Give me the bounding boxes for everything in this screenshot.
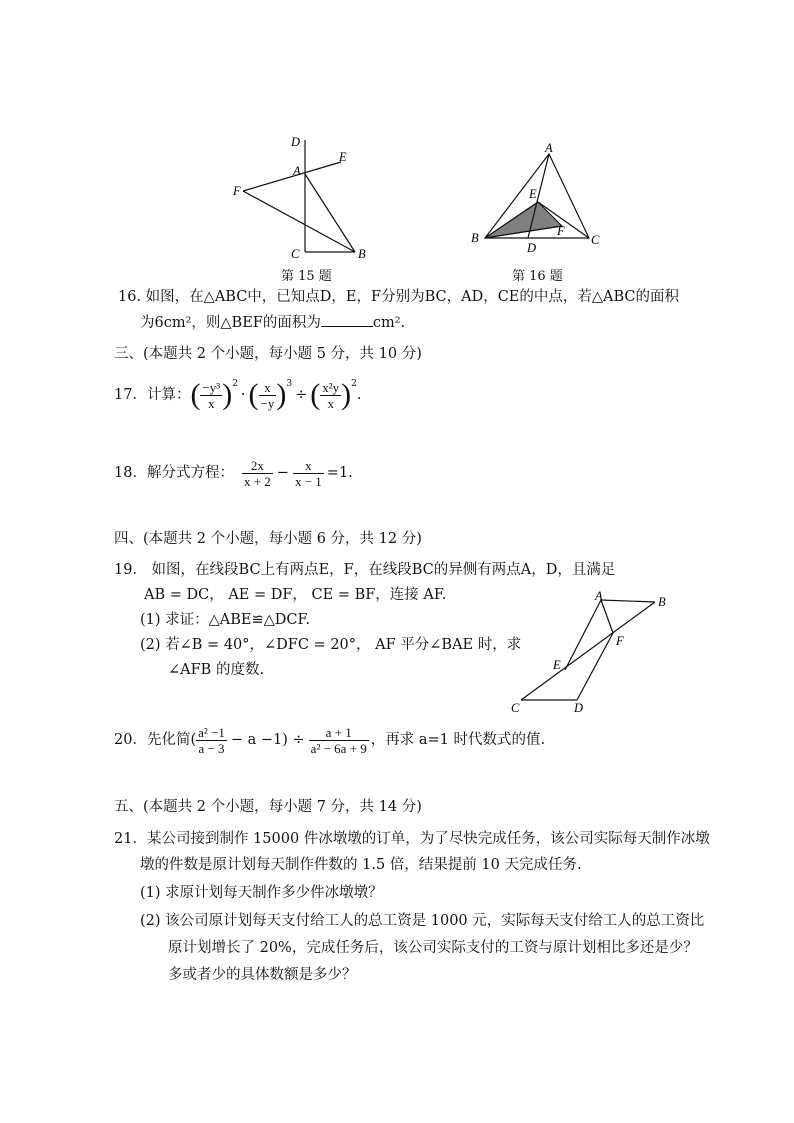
q18-label: 18．解分式方程：	[114, 465, 234, 482]
q18-frac1-den: x + 2	[243, 474, 271, 489]
q21-line1: 21．某公司接到制作 15000 件冰墩墩的订单，为了尽快完成任务，该公司实际每天制作冰墩	[114, 831, 710, 847]
label-A: A	[293, 164, 301, 178]
q20-frac1-den: a − 3	[198, 741, 225, 756]
q20-mid: − a −1) ÷	[230, 732, 305, 749]
answer-blank	[321, 314, 373, 327]
q17-dot: ·	[240, 386, 246, 403]
label-D: D	[291, 135, 301, 149]
line-AE	[565, 600, 601, 670]
q17-frac2	[259, 381, 277, 410]
label-D: D	[527, 241, 537, 255]
q20	[114, 726, 545, 755]
q17-exp3: 2	[351, 379, 357, 389]
q17-frac1	[200, 381, 222, 410]
q17-frac3	[320, 381, 341, 410]
q18-frac1-num: 2x	[242, 459, 273, 474]
label-D: D	[574, 701, 584, 715]
paren-close: )	[341, 378, 352, 411]
q21-line4: (2) 该公司原计划每天支付给工人的总工资是 1000 元，实际每天支付给工人的总工资比	[140, 913, 705, 929]
q17-exp1: 2	[232, 379, 238, 389]
line-AB	[305, 174, 355, 252]
label-C: C	[291, 247, 300, 261]
q20-frac1-num: a² −1	[198, 725, 225, 740]
q21-line3: (1) 求原计划每天制作多少件冰墩墩？	[140, 885, 383, 901]
figure-16	[465, 140, 615, 258]
q21-line6: 多或者少的具体数额是多少？	[168, 967, 357, 983]
q17-frac2-num: x	[259, 381, 277, 396]
line-FE	[243, 162, 341, 191]
line-FB	[243, 191, 355, 252]
paren-open: (	[248, 378, 259, 411]
figure-15	[225, 130, 385, 265]
paren-open: (	[310, 378, 321, 411]
label-F: F	[557, 224, 565, 238]
q16-line2	[140, 314, 405, 331]
q17	[114, 380, 362, 410]
label-F: F	[616, 634, 624, 648]
q18	[114, 459, 353, 488]
q19-line2: AB = DC， AE = DF， CE = BF，连接 AF.	[144, 587, 447, 603]
q20-frac2	[309, 726, 369, 755]
q17-label: 17．计算：	[114, 386, 191, 403]
q21-line2: 墩的件数是原计划每天制作件数的 1.5 倍，结果提前 10 天完成任务.	[140, 857, 582, 873]
label-B: B	[658, 595, 666, 609]
label-B: B	[471, 231, 479, 245]
paren-close: )	[222, 378, 233, 411]
q17-frac1-num: −y³	[202, 379, 221, 395]
label-F: F	[233, 184, 241, 198]
q20-label: 20．先化简(	[114, 732, 197, 749]
line-AF	[601, 600, 613, 633]
q18-frac2-num: x	[293, 459, 324, 474]
line-AB	[601, 600, 655, 602]
q20-frac2-den: a² − 6a + 9	[310, 741, 367, 756]
q17-frac1-den: x	[208, 395, 215, 411]
paren-close: )	[276, 378, 287, 411]
q18-frac2	[293, 459, 324, 488]
label-C: C	[511, 701, 520, 715]
q19-line5: ∠AFB 的度数.	[168, 662, 265, 678]
q16-line2-pre: 为6cm²，则△BEF的面积为	[140, 315, 321, 331]
paren-open: (	[190, 378, 201, 411]
caption-fig16: 第 16 题	[512, 269, 563, 284]
q17-frac2-den: −y	[260, 395, 275, 411]
q17-exp2: 3	[286, 379, 293, 389]
line-BC	[521, 602, 655, 700]
q17-frac3-den: x	[327, 395, 334, 411]
label-B: B	[358, 247, 366, 261]
section-3-title: 三、(本题共 2 个小题，每小题 5 分，共 10 分)	[114, 346, 422, 362]
label-A: A	[545, 141, 553, 155]
q16-line1: 16. 如图，在△ABC中，已知点D，E，F分别为BC，AD，CE的中点，若△ABC的面积	[118, 289, 680, 305]
caption-fig15: 第 15 题	[281, 269, 332, 284]
q18-frac2-den: x − 1	[294, 474, 322, 489]
q17-end: .	[356, 386, 362, 403]
q20-frac1	[196, 726, 227, 755]
q17-frac3-num: x²y	[322, 379, 340, 395]
q18-frac1	[242, 459, 273, 488]
q18-rhs: =1.	[326, 465, 353, 482]
label-A: A	[595, 589, 603, 603]
label-E: E	[339, 150, 347, 164]
section-5-title: 五、(本题共 2 个小题，每小题 7 分，共 14 分)	[114, 799, 422, 815]
q16-line2-post: cm².	[372, 315, 406, 331]
label-E: E	[529, 187, 537, 201]
q21-line5: 原计划增长了 20%，完成任务后，该公司实际支付的工资与原计划相比多还是少？	[168, 940, 698, 956]
figure-19	[505, 588, 685, 718]
q20-frac2-num: a + 1	[309, 726, 369, 741]
q20-tail: ，再求 a=1 时代数式的值.	[370, 732, 546, 749]
label-C: C	[591, 233, 600, 247]
section-4-title: 四、(本题共 2 个小题，每小题 6 分，共 12 分)	[114, 531, 422, 547]
q18-minus: −	[276, 465, 289, 482]
q19-line1: 19． 如图，在线段BC上有两点E，F，在线段BC的异侧有两点A，D，且满足	[114, 562, 616, 578]
q19-line4: (2) 若∠B = 40°，∠DFC = 20°， AF 平分∠BAE 时，求	[140, 637, 522, 653]
q19-line3: (1) 求证：△ABE≌△DCF.	[140, 612, 310, 628]
q17-div: ÷	[295, 386, 308, 403]
line-FD	[577, 633, 613, 700]
label-E: E	[553, 658, 561, 672]
